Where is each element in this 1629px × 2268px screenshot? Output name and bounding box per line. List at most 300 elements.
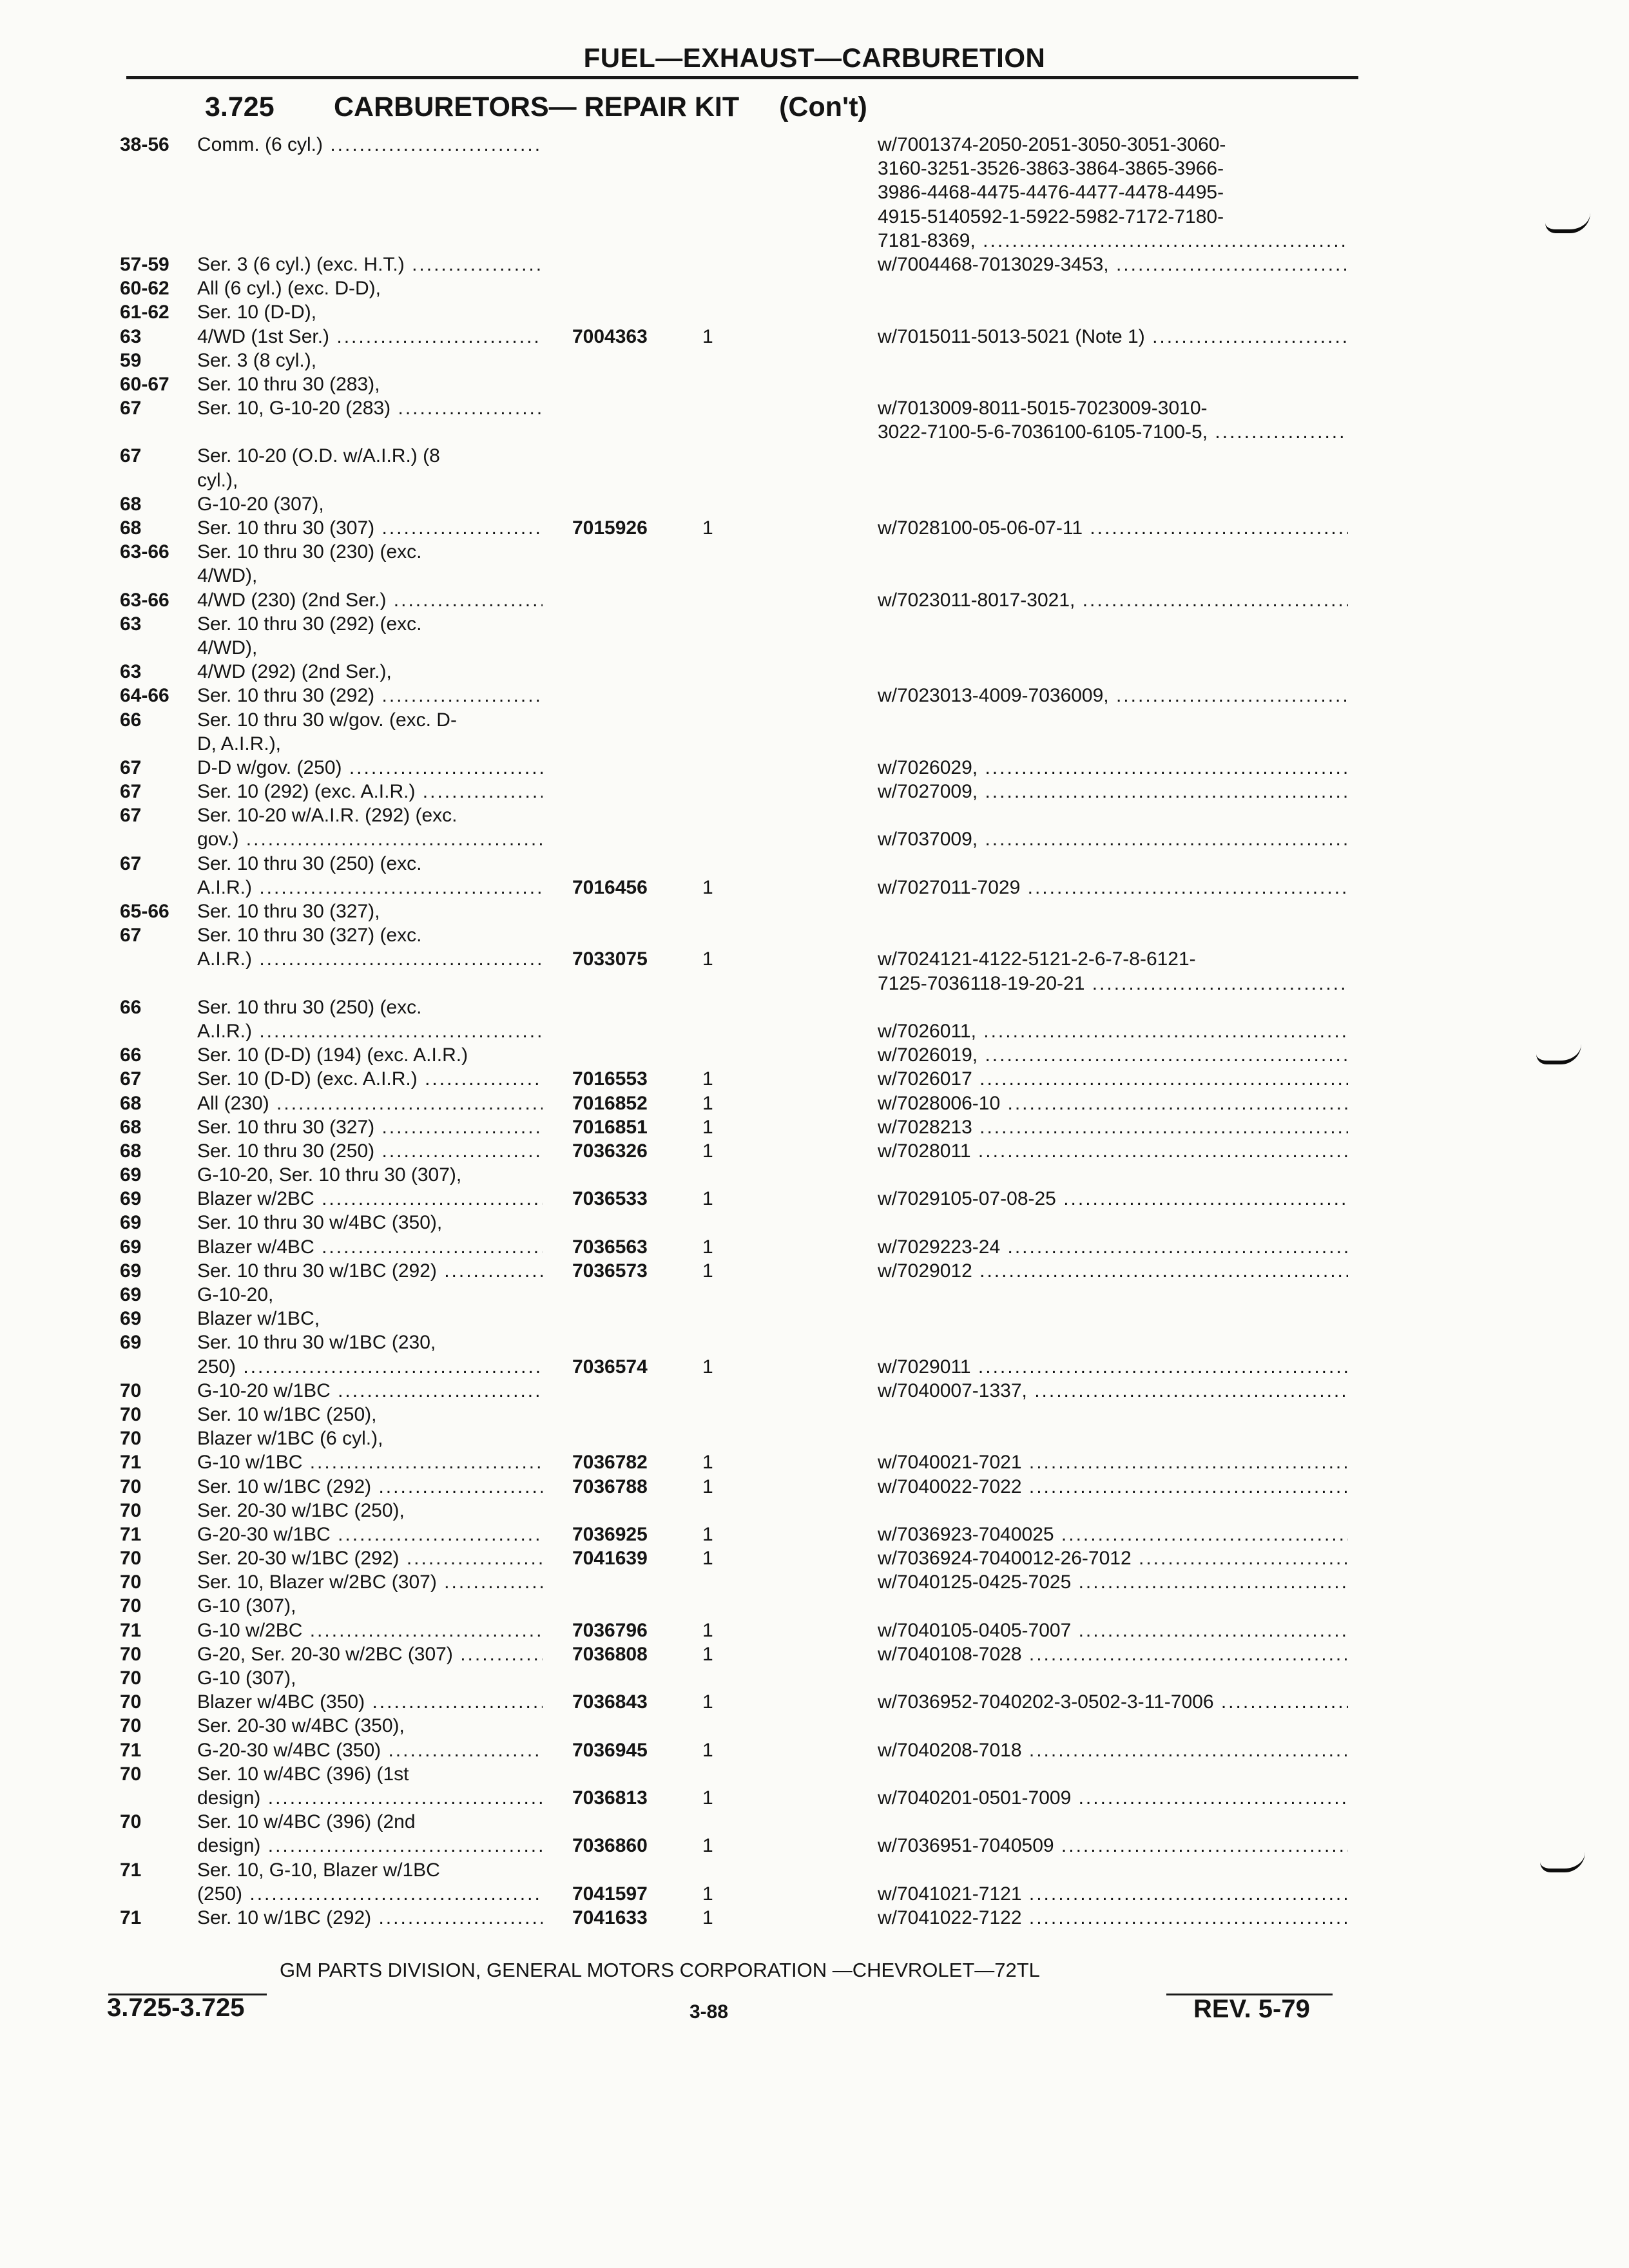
part-number: 7036796 — [572, 1619, 648, 1641]
model-year: 65-66 — [120, 901, 169, 922]
table-row — [0, 1211, 1629, 1235]
quantity: 1 — [702, 1092, 713, 1114]
table-row — [0, 516, 1629, 540]
model-year: 69 — [120, 1212, 142, 1234]
application-description: Ser. 10 w/1BC (250), — [197, 1403, 377, 1425]
carburetor-application: w/7029011 ..... — [878, 1355, 1348, 1379]
part-number: 7036808 — [572, 1643, 648, 1665]
table-row — [0, 540, 1629, 564]
quantity: 1 — [702, 517, 713, 539]
model-year: 68 — [120, 1092, 142, 1114]
model-year: 71 — [120, 1452, 142, 1474]
table-row — [0, 1714, 1629, 1738]
page-header-title: FUEL—EXHAUST—CARBURETION — [583, 43, 1046, 73]
part-number: 7036788 — [572, 1475, 648, 1497]
application-description: Ser. 10 w/1BC (292) ..... — [197, 1906, 543, 1930]
application-description: Ser. 10 thru 30 w/1BC (230, — [197, 1332, 436, 1354]
carburetor-application: w/7028100-05-06-07-11 ..... — [878, 516, 1348, 540]
carburetor-application: w/7040022-7022 ..... — [878, 1475, 1348, 1499]
application-description: Ser. 10 thru 30 (250) (exc. — [197, 852, 422, 874]
application-description: Ser. 3 (6 cyl.) (exc. H.T.) ..... — [197, 253, 543, 276]
part-number: 7036843 — [572, 1691, 648, 1713]
table-row — [0, 1546, 1629, 1570]
quantity: 1 — [702, 1188, 713, 1210]
application-description: G-10 (307), — [197, 1595, 296, 1617]
carburetor-application: w/7040108-7028 ..... — [878, 1642, 1348, 1666]
table-row — [0, 180, 1629, 204]
application-description: cyl.), — [197, 469, 238, 491]
carburetor-application: 7125-7036118-19-20-21 ..... — [878, 972, 1348, 995]
carburetor-application: w/7028006-10 ..... — [878, 1091, 1348, 1115]
application-description: D-D w/gov. (250) ..... — [197, 756, 543, 780]
quantity: 1 — [702, 1116, 713, 1138]
carburetor-application: w/7041022-7122 ..... — [878, 1906, 1348, 1930]
application-description: A.I.R.) ..... — [197, 947, 543, 971]
carburetor-application: w/7037009, ..... — [878, 827, 1348, 851]
application-description: Ser. 10 (D-D) (194) (exc. A.I.R.) — [197, 1044, 468, 1066]
carburetor-application: 3986-4468-4475-4476-4477-4478-4495- — [878, 182, 1224, 204]
model-year: 67 — [120, 756, 142, 778]
table-row — [0, 1019, 1629, 1043]
table-row — [0, 708, 1629, 732]
table-row — [0, 492, 1629, 516]
carburetor-application: w/7027011-7029 ..... — [878, 876, 1348, 899]
table-row — [0, 253, 1629, 276]
table-row — [0, 300, 1629, 324]
application-description: Blazer w/2BC ..... — [197, 1187, 543, 1211]
part-number: 7036860 — [572, 1835, 648, 1857]
model-year: 71 — [120, 1619, 142, 1641]
model-year: 67 — [120, 805, 142, 827]
application-description: Ser. 10 w/4BC (396) (2nd — [197, 1811, 416, 1833]
application-description: (250) ..... — [197, 1882, 543, 1906]
parts-listing — [0, 133, 1629, 1930]
application-description: D, A.I.R.), — [197, 733, 282, 754]
application-description: Ser. 10, G-10, Blazer w/1BC — [197, 1859, 440, 1881]
carburetor-application: w/7036952-7040202-3-0502-3-11-7006 ..... — [878, 1690, 1348, 1714]
model-year: 69 — [120, 1332, 142, 1354]
carburetor-application: 3160-3251-3526-3863-3864-3865-3966- — [878, 158, 1224, 180]
application-description: Comm. (6 cyl.) ..... — [197, 133, 543, 157]
model-year: 64-66 — [120, 685, 169, 707]
application-description: Ser. 10 thru 30 (327), — [197, 901, 380, 922]
application-description: 250) ..... — [197, 1355, 543, 1379]
carburetor-application: w/7040201-0501-7009 ..... — [878, 1786, 1348, 1810]
table-row — [0, 972, 1629, 995]
application-description: Blazer w/1BC, — [197, 1308, 320, 1330]
table-row — [0, 732, 1629, 756]
model-year: 70 — [120, 1403, 142, 1425]
table-row — [0, 852, 1629, 876]
model-year: 63 — [120, 613, 142, 635]
model-year: 67 — [120, 445, 142, 467]
model-year: 71 — [120, 1859, 142, 1881]
quantity: 1 — [702, 1356, 713, 1378]
carburetor-application: w/7028213 ..... — [878, 1115, 1348, 1139]
model-year: 71 — [120, 1907, 142, 1928]
table-row — [0, 420, 1629, 444]
model-year: 69 — [120, 1308, 142, 1330]
table-row — [0, 1594, 1629, 1618]
section-title: CARBURETORS— REPAIR KIT — [334, 91, 740, 122]
quantity: 1 — [702, 1619, 713, 1641]
application-description: Ser. 10 thru 30 (307) ..... — [197, 516, 543, 540]
carburetor-application: w/7023013-4009-7036009, ..... — [878, 684, 1348, 707]
application-description: Ser. 10 thru 30 (230) (exc. — [197, 541, 422, 563]
quantity: 1 — [702, 1548, 713, 1570]
quantity: 1 — [702, 1452, 713, 1474]
carburetor-application: w/7026029, ..... — [878, 756, 1348, 780]
quantity: 1 — [702, 1907, 713, 1928]
table-row — [0, 876, 1629, 899]
part-number: 7016851 — [572, 1116, 648, 1138]
table-row — [0, 1235, 1629, 1259]
application-description: Ser. 10 w/1BC (292) ..... — [197, 1475, 543, 1499]
table-row — [0, 1355, 1629, 1379]
table-row — [0, 133, 1629, 157]
application-description: Ser. 20-30 w/4BC (350), — [197, 1715, 405, 1737]
application-description: Ser. 10 (D-D), — [197, 302, 317, 323]
model-year: 70 — [120, 1548, 142, 1570]
model-year: 69 — [120, 1164, 142, 1186]
quantity: 1 — [702, 948, 713, 970]
header-rule — [126, 76, 1358, 79]
model-year: 70 — [120, 1715, 142, 1737]
carburetor-application: w/7015011-5013-5021 (Note 1) ..... — [878, 325, 1348, 349]
table-row — [0, 780, 1629, 803]
model-year: 70 — [120, 1428, 142, 1450]
table-row — [0, 468, 1629, 492]
table-row — [0, 756, 1629, 780]
model-year: 70 — [120, 1811, 142, 1833]
model-year: 68 — [120, 517, 142, 539]
carburetor-application: w/7041021-7121 ..... — [878, 1882, 1348, 1906]
part-number: 7036813 — [572, 1787, 648, 1809]
application-description: 4/WD), — [197, 637, 258, 658]
table-row — [0, 157, 1629, 180]
table-row — [0, 612, 1629, 636]
table-row — [0, 1738, 1629, 1762]
table-row — [0, 276, 1629, 300]
model-year: 71 — [120, 1523, 142, 1545]
part-number: 7016852 — [572, 1092, 648, 1114]
table-row — [0, 1307, 1629, 1331]
quantity: 1 — [702, 1068, 713, 1090]
carburetor-application: w/7024121-4122-5121-2-6-7-8-6121- — [878, 948, 1196, 970]
table-row — [0, 1450, 1629, 1474]
part-number: 7036945 — [572, 1739, 648, 1761]
application-description: G-10-20 w/1BC ..... — [197, 1379, 543, 1403]
carburetor-application: w/7040007-1337, ..... — [878, 1379, 1348, 1403]
application-description: G-10-20, Ser. 10 thru 30 (307), — [197, 1164, 462, 1186]
application-description: A.I.R.) ..... — [197, 876, 543, 899]
application-description: Ser. 10 thru 30 (250) (exc. — [197, 996, 422, 1018]
model-year: 67 — [120, 925, 142, 947]
quantity: 1 — [702, 1835, 713, 1857]
model-year: 68 — [120, 493, 142, 515]
model-year: 63 — [120, 661, 142, 683]
table-row — [0, 660, 1629, 684]
carburetor-application: w/7036951-7040509 ..... — [878, 1834, 1348, 1858]
application-description: Blazer w/1BC (6 cyl.), — [197, 1428, 383, 1450]
application-description: A.I.R.) ..... — [197, 1019, 543, 1043]
table-row — [0, 1259, 1629, 1283]
footer-section-range: 3.725-3.725 — [107, 1994, 245, 2022]
part-number: 7041597 — [572, 1883, 648, 1905]
carburetor-application: w/7026019, ..... — [878, 1043, 1348, 1067]
carburetor-application: w/7013009-8011-5015-7023009-3010- — [878, 398, 1208, 419]
table-row — [0, 899, 1629, 923]
table-row — [0, 588, 1629, 612]
table-row — [0, 1499, 1629, 1523]
quantity: 1 — [702, 1260, 713, 1282]
table-row — [0, 1690, 1629, 1714]
table-row — [0, 684, 1629, 707]
table-row — [0, 1139, 1629, 1163]
table-row — [0, 1642, 1629, 1666]
table-row — [0, 1331, 1629, 1354]
model-year: 70 — [120, 1667, 142, 1689]
model-year: 70 — [120, 1379, 142, 1401]
part-number: 7036573 — [572, 1260, 648, 1282]
section-heading — [205, 91, 867, 123]
carburetor-application: 4915-5140592-1-5922-5982-7172-7180- — [878, 206, 1224, 227]
table-row — [0, 564, 1629, 588]
carburetor-application: w/7029012 ..... — [878, 1259, 1348, 1283]
model-year: 69 — [120, 1236, 142, 1258]
model-year: 61-62 — [120, 302, 169, 323]
application-description: G-10 w/1BC ..... — [197, 1450, 543, 1474]
model-year: 60-62 — [120, 278, 169, 300]
carburetor-application: w/7028011 ..... — [878, 1139, 1348, 1163]
application-description: All (230) ..... — [197, 1091, 543, 1115]
application-description: G-20-30 w/4BC (350) ..... — [197, 1738, 543, 1762]
application-description: G-10 w/2BC ..... — [197, 1619, 543, 1642]
part-number: 7033075 — [572, 948, 648, 970]
part-number: 7036533 — [572, 1188, 648, 1210]
part-number: 7036574 — [572, 1356, 648, 1378]
footer-page-number: 3-88 — [689, 2001, 729, 2023]
application-description: G-10-20, — [197, 1284, 274, 1305]
table-row — [0, 1858, 1629, 1882]
application-description: Ser. 10 thru 30 w/gov. (exc. D- — [197, 709, 457, 731]
table-row — [0, 1403, 1629, 1427]
table-row — [0, 349, 1629, 372]
table-row — [0, 1043, 1629, 1067]
application-description: Ser. 10 thru 30 (250) ..... — [197, 1139, 543, 1163]
quantity: 1 — [702, 876, 713, 898]
carburetor-application: w/7004468-7013029-3453, ..... — [878, 253, 1348, 276]
application-description: Ser. 10 thru 30 w/1BC (292) ..... — [197, 1259, 543, 1283]
carburetor-application: w/7001374-2050-2051-3050-3051-3060- — [878, 134, 1226, 155]
table-row — [0, 1786, 1629, 1810]
model-year: 69 — [120, 1188, 142, 1210]
application-description: 4/WD (230) (2nd Ser.) ..... — [197, 588, 543, 612]
quantity: 1 — [702, 325, 713, 347]
application-description: Ser. 10 w/4BC (396) (1st — [197, 1763, 409, 1785]
part-number: 7041639 — [572, 1548, 648, 1570]
application-description: G-20-30 w/1BC ..... — [197, 1523, 543, 1546]
table-row — [0, 1067, 1629, 1091]
part-number: 7036782 — [572, 1452, 648, 1474]
model-year: 63 — [120, 325, 142, 347]
carburetor-application: 7181-8369, ..... — [878, 229, 1348, 253]
carburetor-application: w/7040208-7018 ..... — [878, 1738, 1348, 1762]
application-description: Ser. 10-20 w/A.I.R. (292) (exc. — [197, 805, 458, 827]
model-year: 69 — [120, 1260, 142, 1282]
carburetor-application: 3022-7100-5-6-7036100-6105-7100-5, ..... — [878, 420, 1348, 444]
model-year: 67 — [120, 1068, 142, 1090]
table-row — [0, 1523, 1629, 1546]
model-year: 70 — [120, 1571, 142, 1593]
application-description: 4/WD (292) (2nd Ser.), — [197, 661, 392, 683]
table-row — [0, 803, 1629, 827]
table-row — [0, 1187, 1629, 1211]
application-description: Ser. 10 thru 30 (327) ..... — [197, 1115, 543, 1139]
model-year: 70 — [120, 1499, 142, 1521]
table-row — [0, 444, 1629, 468]
table-row — [0, 636, 1629, 660]
table-row — [0, 325, 1629, 349]
model-year: 70 — [120, 1691, 142, 1713]
carburetor-application: w/7026011, ..... — [878, 1019, 1348, 1043]
model-year: 68 — [120, 1140, 142, 1162]
table-row — [0, 1762, 1629, 1786]
part-number: 7015926 — [572, 517, 648, 539]
application-description: design) ..... — [197, 1786, 543, 1810]
table-row — [0, 923, 1629, 947]
model-year: 70 — [120, 1763, 142, 1785]
table-row — [0, 1475, 1629, 1499]
model-year: 60-67 — [120, 373, 169, 395]
model-year: 67 — [120, 398, 142, 419]
table-row — [0, 1834, 1629, 1858]
model-year: 71 — [120, 1739, 142, 1761]
application-description: G-10 (307), — [197, 1667, 296, 1689]
footer-corporation: GM PARTS DIVISION, GENERAL MOTORS CORPORATION —CHEVROLET—72TL — [280, 1959, 1040, 1981]
quantity: 1 — [702, 1523, 713, 1545]
application-description: Ser. 10 thru 30 (292) (exc. — [197, 613, 422, 635]
model-year: 66 — [120, 709, 142, 731]
application-description: 4/WD (1st Ser.) ..... — [197, 325, 543, 349]
model-year: 63-66 — [120, 589, 169, 611]
model-year: 59 — [120, 349, 142, 371]
table-row — [0, 396, 1629, 420]
carburetor-application: w/7029223-24 ..... — [878, 1235, 1348, 1259]
application-description: design) ..... — [197, 1834, 543, 1858]
quantity: 1 — [702, 1236, 713, 1258]
carburetor-application: w/7036923-7040025 ..... — [878, 1523, 1348, 1546]
table-row — [0, 1666, 1629, 1690]
application-description: gov.) ..... — [197, 827, 543, 851]
part-number: 7036326 — [572, 1140, 648, 1162]
section-continued: (Con't) — [779, 91, 867, 122]
carburetor-application: w/7023011-8017-3021, ..... — [878, 588, 1348, 612]
carburetor-application: w/7029105-07-08-25 ..... — [878, 1187, 1348, 1211]
application-description: Ser. 10 (292) (exc. A.I.R.) ..... — [197, 780, 543, 803]
table-row — [0, 995, 1629, 1019]
table-row — [0, 229, 1629, 253]
quantity: 1 — [702, 1739, 713, 1761]
quantity: 1 — [702, 1140, 713, 1162]
part-number: 7036563 — [572, 1236, 648, 1258]
application-description: Ser. 10 (D-D) (exc. A.I.R.) ..... — [197, 1067, 543, 1091]
table-row — [0, 1091, 1629, 1115]
table-row — [0, 1283, 1629, 1307]
part-number: 7036925 — [572, 1523, 648, 1545]
table-row — [0, 947, 1629, 971]
table-row — [0, 1379, 1629, 1403]
model-year: 70 — [120, 1475, 142, 1497]
quantity: 1 — [702, 1883, 713, 1905]
model-year: 67 — [120, 852, 142, 874]
footer-revision: REV. 5-79 — [1193, 1995, 1310, 2023]
table-row — [0, 205, 1629, 229]
quantity: 1 — [702, 1787, 713, 1809]
part-number: 7016553 — [572, 1068, 648, 1090]
application-description: Blazer w/4BC (350) ..... — [197, 1690, 543, 1714]
application-description: Ser. 20-30 w/1BC (292) ..... — [197, 1546, 543, 1570]
application-description: Ser. 10, G-10-20 (283) ..... — [197, 396, 543, 420]
table-row — [0, 1619, 1629, 1642]
model-year: 69 — [120, 1284, 142, 1305]
model-year: 38-56 — [120, 134, 169, 155]
application-description: Ser. 10 thru 30 (283), — [197, 373, 380, 395]
table-row — [0, 1810, 1629, 1834]
application-description: All (6 cyl.) (exc. D-D), — [197, 278, 381, 300]
model-year: 63-66 — [120, 541, 169, 563]
table-row — [0, 1115, 1629, 1139]
table-row — [0, 827, 1629, 851]
model-year: 70 — [120, 1595, 142, 1617]
carburetor-application: w/7040125-0425-7025 ..... — [878, 1570, 1348, 1594]
table-row — [0, 1163, 1629, 1187]
table-row — [0, 1570, 1629, 1594]
quantity: 1 — [702, 1691, 713, 1713]
part-number: 7016456 — [572, 876, 648, 898]
table-row — [0, 1427, 1629, 1450]
quantity: 1 — [702, 1475, 713, 1497]
application-description: Ser. 10 thru 30 (292) ..... — [197, 684, 543, 707]
model-year: 67 — [120, 781, 142, 803]
application-description: Ser. 10-20 (O.D. w/A.I.R.) (8 — [197, 445, 440, 467]
carburetor-application: w/7040105-0405-7007 ..... — [878, 1619, 1348, 1642]
application-description: 4/WD), — [197, 565, 258, 587]
part-number: 7041633 — [572, 1907, 648, 1928]
application-description: G-10-20 (307), — [197, 493, 324, 515]
carburetor-application: w/7040021-7021 ..... — [878, 1450, 1348, 1474]
application-description: Blazer w/4BC ..... — [197, 1235, 543, 1259]
carburetor-application: w/7026017 ..... — [878, 1067, 1348, 1091]
model-year: 57-59 — [120, 253, 169, 275]
model-year: 70 — [120, 1643, 142, 1665]
application-description: Ser. 10 thru 30 (327) (exc. — [197, 925, 422, 947]
carburetor-application: w/7027009, ..... — [878, 780, 1348, 803]
application-description: Ser. 20-30 w/1BC (250), — [197, 1499, 405, 1521]
application-description: Ser. 3 (8 cyl.), — [197, 349, 317, 371]
section-number: 3.725 — [205, 91, 275, 122]
application-description: G-20, Ser. 20-30 w/2BC (307) ..... — [197, 1642, 543, 1666]
part-number: 7004363 — [572, 325, 648, 347]
application-description: Ser. 10, Blazer w/2BC (307) ..... — [197, 1570, 543, 1594]
model-year: 68 — [120, 1116, 142, 1138]
table-row — [0, 1882, 1629, 1906]
table-row — [0, 1906, 1629, 1930]
quantity: 1 — [702, 1643, 713, 1665]
application-description: Ser. 10 thru 30 w/4BC (350), — [197, 1212, 443, 1234]
model-year: 66 — [120, 996, 142, 1018]
model-year: 66 — [120, 1044, 142, 1066]
